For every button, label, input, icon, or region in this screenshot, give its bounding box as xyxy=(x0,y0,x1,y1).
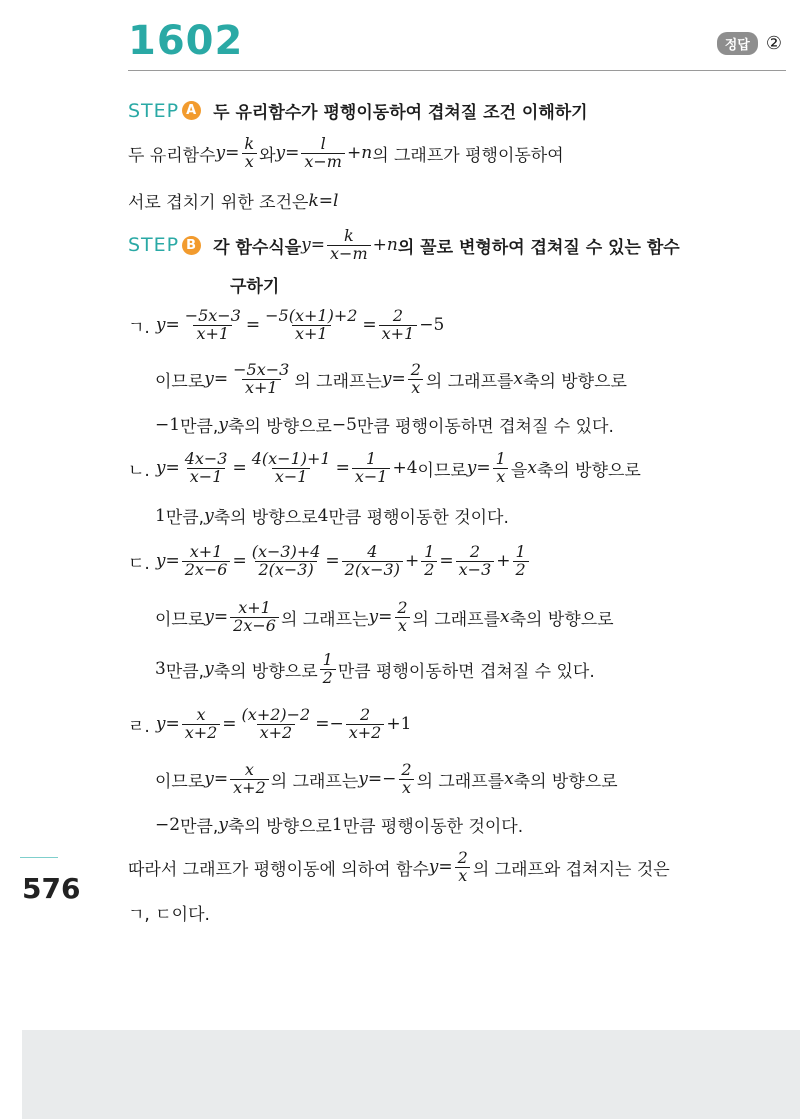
denominator: x+2 xyxy=(346,724,385,742)
fraction xyxy=(182,308,244,343)
equals: = xyxy=(476,458,491,479)
var-y: y xyxy=(381,369,392,390)
math-value: 1 xyxy=(155,505,166,526)
item-g-line-1 xyxy=(128,308,444,343)
answer-badge: 정답 xyxy=(717,32,758,55)
numerator: 2 xyxy=(359,705,371,724)
equals: = xyxy=(225,143,240,164)
numerator: 2 xyxy=(410,360,421,379)
text: 의 그래프가 평행이동하여 xyxy=(372,145,564,166)
text: 따라서 그래프가 평행이동에 의하여 함수 xyxy=(128,859,429,880)
var-y: y xyxy=(358,769,368,790)
step-a-label xyxy=(128,100,201,122)
text: 만큼 평행이동하면 겹쳐질 수 있다. xyxy=(337,661,595,682)
fraction-k-over-x xyxy=(241,136,257,171)
denominator: x+1 xyxy=(379,325,418,343)
numerator: 1 xyxy=(495,449,506,468)
step-b-heading xyxy=(128,228,680,263)
numerator: k xyxy=(343,226,354,245)
equals: = xyxy=(165,458,180,479)
text: 이므로 xyxy=(155,609,205,630)
var-y: y xyxy=(301,235,311,256)
item-mark: ㄹ. xyxy=(128,716,150,737)
text: 와 xyxy=(259,145,276,166)
fraction xyxy=(249,544,324,579)
text: 이므로 xyxy=(417,460,467,481)
fraction xyxy=(455,850,471,885)
var-y: y xyxy=(155,551,166,572)
text: 만큼, xyxy=(165,508,205,528)
denominator: x xyxy=(455,867,470,885)
step-b-title: 의 꼴로 변형하여 겹쳐질 수 있는 함수 xyxy=(397,237,680,258)
denominator: x+2 xyxy=(182,724,221,742)
math-term: +4 xyxy=(392,458,418,479)
fraction xyxy=(230,762,269,797)
text: 두 유리함수 xyxy=(128,145,216,166)
equals: = xyxy=(165,551,180,572)
item-n-line-2 xyxy=(155,503,509,528)
var-y: y xyxy=(204,505,214,526)
item-g-line-2 xyxy=(155,362,627,397)
var-y: y xyxy=(275,143,286,164)
math-value: 4 xyxy=(317,505,329,526)
denominator: x−m xyxy=(301,153,345,171)
fraction xyxy=(239,707,314,742)
text: 의 그래프는 xyxy=(280,609,369,630)
step-text: STEP xyxy=(128,99,180,122)
var-y: y xyxy=(204,607,214,628)
text: 의 그래프는 xyxy=(270,771,359,792)
denominator: x xyxy=(493,468,508,486)
text: 축의 방향으로 xyxy=(227,417,332,437)
item-r-line-2 xyxy=(155,762,618,797)
answer-value: ② xyxy=(765,33,782,54)
text: 축의 방향으로 xyxy=(513,771,618,792)
denominator: 2(x−3) xyxy=(342,561,403,579)
numerator: k xyxy=(244,134,255,153)
equals: = xyxy=(222,714,237,735)
numerator: 1 xyxy=(322,650,333,669)
step-a-letter: A xyxy=(182,101,201,120)
equals: = xyxy=(213,769,229,790)
minus: − xyxy=(382,769,397,790)
fraction xyxy=(398,762,414,797)
math-value: 3 xyxy=(155,659,166,680)
fraction xyxy=(408,362,424,397)
fraction xyxy=(493,451,509,486)
text: 서로 겹치기 위한 조건은 xyxy=(128,193,309,213)
equals: = xyxy=(245,315,261,336)
plus: + xyxy=(404,551,420,572)
var-y: y xyxy=(218,814,228,835)
denominator: x xyxy=(242,153,257,171)
equals: = xyxy=(315,714,330,735)
fraction xyxy=(182,707,221,742)
conclusion-line-2: ㄱ, ㄷ이다. xyxy=(128,905,210,925)
numerator: 4x−3 xyxy=(184,449,228,468)
var-x: x xyxy=(500,607,510,628)
math-value: −2 xyxy=(155,814,181,835)
text: 축의 방향으로 xyxy=(536,460,641,481)
numerator: x xyxy=(244,760,254,779)
math-term: +n xyxy=(372,235,398,256)
fraction xyxy=(182,451,231,486)
step-text: STEP xyxy=(128,234,180,257)
text: 이므로 xyxy=(155,771,205,792)
text: 이므로 xyxy=(155,371,205,392)
math-term: +n xyxy=(346,143,373,164)
var-y: y xyxy=(428,857,439,878)
math-term: −5 xyxy=(419,315,445,336)
text: 을 xyxy=(510,460,528,481)
numerator: −5(x+1)+2 xyxy=(265,306,358,325)
text: 만큼 평행이동하면 겹쳐질 수 있다. xyxy=(356,417,614,437)
equals: = xyxy=(285,143,300,164)
fraction xyxy=(421,544,437,579)
numerator: x xyxy=(196,705,206,724)
text: 의 그래프는 xyxy=(294,371,382,392)
denominator: 2x−6 xyxy=(182,561,231,579)
text: 만큼, xyxy=(180,817,219,837)
denominator: x+2 xyxy=(230,779,269,797)
numerator: x+1 xyxy=(189,542,223,561)
numerator: 2 xyxy=(457,848,468,867)
text: 축의 방향으로 xyxy=(227,817,332,837)
var-y: y xyxy=(204,769,214,790)
numerator: (x−3)+4 xyxy=(251,542,321,561)
numerator: −5x−3 xyxy=(184,306,241,325)
var-y: y xyxy=(155,458,166,479)
denominator: x−1 xyxy=(272,468,311,486)
var-y: y xyxy=(218,414,228,435)
denominator: x−3 xyxy=(456,561,495,579)
item-r-line-1 xyxy=(128,707,411,742)
denominator: x xyxy=(399,779,414,797)
denominator: x+1 xyxy=(242,379,281,397)
numerator: 4(x−1)+1 xyxy=(251,449,331,468)
text: 의 그래프를 xyxy=(416,771,505,792)
denominator: 2 xyxy=(421,561,437,579)
numerator: 1 xyxy=(515,542,526,561)
fraction xyxy=(320,652,336,687)
denominator: x xyxy=(408,379,423,397)
fraction xyxy=(513,544,529,579)
condition: k=l xyxy=(308,190,339,211)
step-a-title: 두 유리함수가 평행이동하여 겹쳐질 조건 이해하기 xyxy=(213,103,588,123)
item-mark: ㄱ. xyxy=(128,317,150,338)
page-number-rule xyxy=(20,857,58,858)
equals: = xyxy=(378,607,393,628)
equals: = xyxy=(213,369,229,390)
item-n-line-1 xyxy=(128,451,641,486)
denominator: x−1 xyxy=(352,468,391,486)
text: 축의 방향으로 xyxy=(213,661,318,682)
denominator: 2(x−3) xyxy=(255,561,316,579)
numerator: (x+2)−2 xyxy=(241,705,311,724)
header-divider xyxy=(128,70,786,71)
text: 만큼 평행이동한 것이다. xyxy=(328,508,509,528)
fraction xyxy=(182,544,231,579)
numerator: x+1 xyxy=(238,598,271,617)
fraction xyxy=(230,362,292,397)
math-term: +1 xyxy=(386,714,412,735)
denominator: x−1 xyxy=(187,468,226,486)
text: 만큼, xyxy=(180,417,219,437)
equals: = xyxy=(439,551,454,572)
numerator: l xyxy=(320,134,326,153)
equals: = xyxy=(165,315,180,336)
numerator: 1 xyxy=(424,542,435,561)
denominator: x xyxy=(395,617,410,635)
var-y: y xyxy=(155,714,166,735)
numerator: −5x−3 xyxy=(233,360,290,379)
numerator: 2 xyxy=(397,598,408,617)
denominator: x+2 xyxy=(257,724,296,742)
problem-number: 1602 xyxy=(128,18,244,64)
equals: = xyxy=(310,235,326,256)
fraction xyxy=(379,308,418,343)
var-y: y xyxy=(204,369,214,390)
step-b-label xyxy=(128,234,201,256)
var-x: x xyxy=(513,369,524,390)
answer-box xyxy=(717,32,782,55)
equals: = xyxy=(232,458,247,479)
math-value: 1 xyxy=(331,814,343,835)
text: 축의 방향으로 xyxy=(213,508,318,528)
step-b-title-line-2: 구하기 xyxy=(230,277,280,297)
denominator: 2 xyxy=(513,561,529,579)
item-d-line-2 xyxy=(155,600,614,635)
numerator: 4 xyxy=(367,542,378,561)
fraction-k-over-x-m xyxy=(327,228,371,263)
item-g-line-3 xyxy=(155,412,614,437)
fraction xyxy=(342,544,403,579)
fraction xyxy=(262,308,360,343)
step-a-line-1 xyxy=(128,136,564,171)
text: 축의 방향으로 xyxy=(509,609,614,630)
var-y: y xyxy=(155,315,166,336)
denominator: 2 xyxy=(320,669,336,687)
equals: = xyxy=(165,714,180,735)
equals: = xyxy=(391,369,406,390)
equals: = xyxy=(367,769,383,790)
var-x: x xyxy=(504,769,514,790)
item-mark: ㄴ. xyxy=(128,460,150,481)
math-value: −1 xyxy=(155,414,181,435)
denominator: x−m xyxy=(327,245,371,263)
numerator: 2 xyxy=(392,306,404,325)
numerator: 2 xyxy=(469,542,481,561)
equals: = xyxy=(362,315,377,336)
var-y: y xyxy=(204,659,214,680)
item-d-line-1 xyxy=(128,544,531,579)
text: 축의 방향으로 xyxy=(523,371,627,392)
minus: − xyxy=(329,714,344,735)
fraction xyxy=(230,600,279,635)
equals: = xyxy=(335,458,350,479)
equals: = xyxy=(325,551,340,572)
equals: = xyxy=(438,857,453,878)
fraction xyxy=(456,544,495,579)
fraction xyxy=(346,707,385,742)
fraction xyxy=(352,451,391,486)
fraction xyxy=(394,600,410,635)
var-y: y xyxy=(215,143,226,164)
step-a-heading xyxy=(128,98,588,123)
step-a-line-2 xyxy=(128,188,338,213)
denominator: x+1 xyxy=(193,325,232,343)
item-mark: ㄷ. xyxy=(128,553,150,574)
numerator: 2 xyxy=(401,760,412,779)
denominator: x+1 xyxy=(292,325,331,343)
text: 의 그래프를 xyxy=(425,371,514,392)
text: 만큼 평행이동한 것이다. xyxy=(342,817,524,837)
denominator: 2x−6 xyxy=(230,617,279,635)
var-y: y xyxy=(466,458,477,479)
item-d-line-3 xyxy=(155,652,595,687)
numerator: 1 xyxy=(366,449,377,468)
equals: = xyxy=(232,551,247,572)
text: 의 그래프와 겹쳐지는 것은 xyxy=(472,859,670,880)
conclusion-line-1 xyxy=(128,850,670,885)
page-bottom-band xyxy=(22,1030,800,1119)
equals: = xyxy=(213,607,229,628)
step-b-letter: B xyxy=(182,236,201,255)
item-r-line-3 xyxy=(155,812,523,837)
text: 의 그래프를 xyxy=(412,609,501,630)
math-value: −5 xyxy=(331,414,357,435)
fraction xyxy=(249,451,334,486)
step-b-title: 각 함수식을 xyxy=(213,237,302,258)
var-x: x xyxy=(527,458,537,479)
var-y: y xyxy=(368,607,379,628)
text: 만큼, xyxy=(165,661,205,682)
page-number: 576 xyxy=(22,872,81,905)
plus: + xyxy=(496,551,511,572)
fraction-l-over-x-m xyxy=(301,136,345,171)
